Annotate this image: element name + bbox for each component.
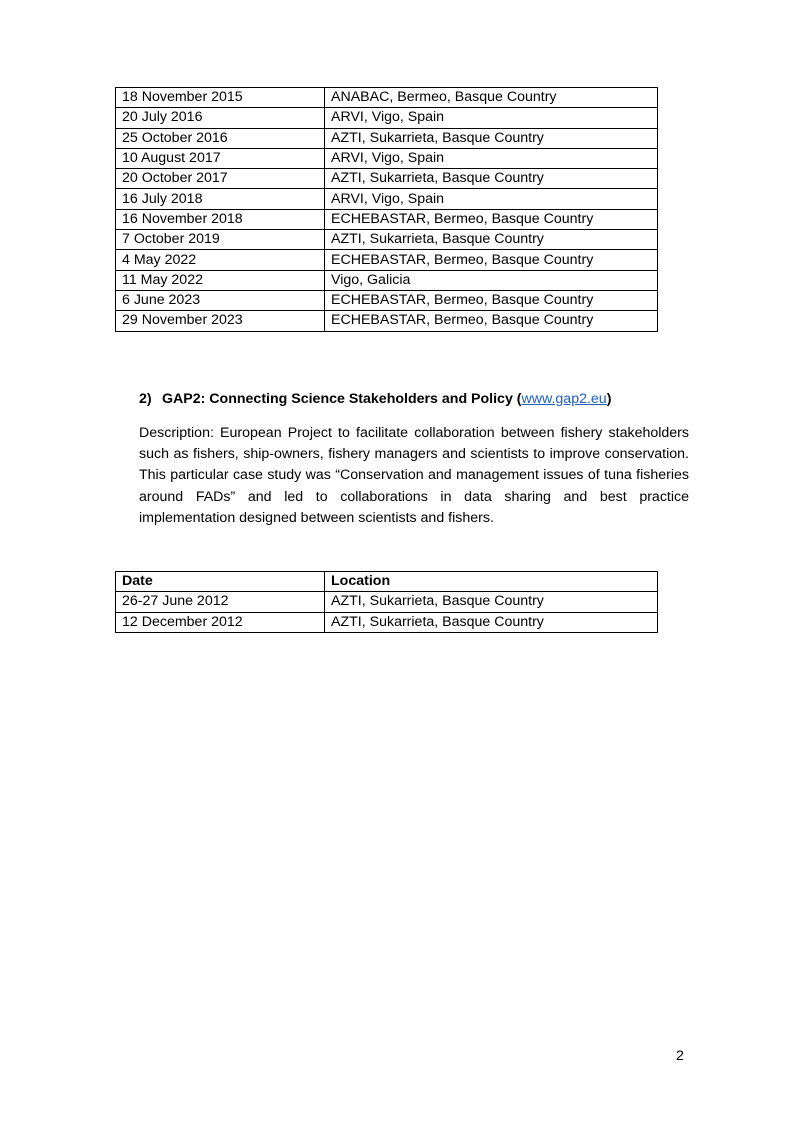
meetings-table-body <box>116 88 658 332</box>
location-cell: AZTI, Sukarrieta, Basque Country <box>325 612 658 632</box>
date-cell: 26-27 June 2012 <box>116 592 325 612</box>
gap2-link[interactable]: www.gap2.eu <box>521 391 607 407</box>
location-cell: AZTI, Sukarrieta, Basque Country <box>325 230 658 250</box>
table-row <box>116 592 658 612</box>
date-column-header: Date <box>116 572 325 592</box>
date-cell: 12 December 2012 <box>116 612 325 632</box>
location-cell: ECHEBASTAR, Bermeo, Basque Country <box>325 311 658 331</box>
date-cell: 7 October 2019 <box>116 230 325 250</box>
table-row <box>116 189 658 209</box>
date-cell: 25 October 2016 <box>116 128 325 148</box>
section-description: Description: European Project to facilitate collaboration between fishery stakeholders such as fishers, ship-owners, fishery managers and scientists to improve conservation. This particular case study was “Conservation and management issues of tuna fisheries around FADs” and led to collaborations in data sharing and best practice implementation designed between scientists and fishers. <box>139 425 689 526</box>
location-cell: AZTI, Sukarrieta, Basque Country <box>325 128 658 148</box>
table-header-row <box>116 572 658 592</box>
location-cell: ECHEBASTAR, Bermeo, Basque Country <box>325 250 658 270</box>
page-number: 2 <box>676 1048 684 1064</box>
table-row <box>116 290 658 310</box>
location-cell: AZTI, Sukarrieta, Basque Country <box>325 169 658 189</box>
section-number: 2) <box>139 391 152 407</box>
location-cell: ECHEBASTAR, Bermeo, Basque Country <box>325 290 658 310</box>
section-title-end: ) <box>606 391 612 407</box>
table-row <box>116 270 658 290</box>
location-cell: ARVI, Vigo, Spain <box>325 148 658 168</box>
date-cell: 16 November 2018 <box>116 209 325 229</box>
gap2-meetings-table <box>115 571 658 633</box>
gap2-table-body <box>116 592 658 633</box>
table-row <box>116 108 658 128</box>
date-cell: 16 July 2018 <box>116 189 325 209</box>
date-cell: 20 July 2016 <box>116 108 325 128</box>
date-cell: 4 May 2022 <box>116 250 325 270</box>
location-cell: ANABAC, Bermeo, Basque Country <box>325 88 658 108</box>
section-heading <box>139 391 611 407</box>
table-row <box>116 250 658 270</box>
table-row <box>116 230 658 250</box>
table-row <box>116 128 658 148</box>
table-row <box>116 209 658 229</box>
date-cell: 29 November 2023 <box>116 311 325 331</box>
table-row <box>116 311 658 331</box>
location-column-header: Location <box>325 572 658 592</box>
location-cell: AZTI, Sukarrieta, Basque Country <box>325 592 658 612</box>
meetings-table-continued <box>115 87 658 332</box>
date-cell: 6 June 2023 <box>116 290 325 310</box>
table-row <box>116 88 658 108</box>
location-cell: ECHEBASTAR, Bermeo, Basque Country <box>325 209 658 229</box>
date-cell: 10 August 2017 <box>116 148 325 168</box>
location-cell: Vigo, Galicia <box>325 270 658 290</box>
date-cell: 11 May 2022 <box>116 270 325 290</box>
table-row <box>116 612 658 632</box>
table-row <box>116 169 658 189</box>
table-row <box>116 148 658 168</box>
location-cell: ARVI, Vigo, Spain <box>325 189 658 209</box>
location-cell: ARVI, Vigo, Spain <box>325 108 658 128</box>
date-cell: 18 November 2015 <box>116 88 325 108</box>
section-title: GAP2: Connecting Science Stakeholders and Policy ( <box>162 391 522 407</box>
date-cell: 20 October 2017 <box>116 169 325 189</box>
